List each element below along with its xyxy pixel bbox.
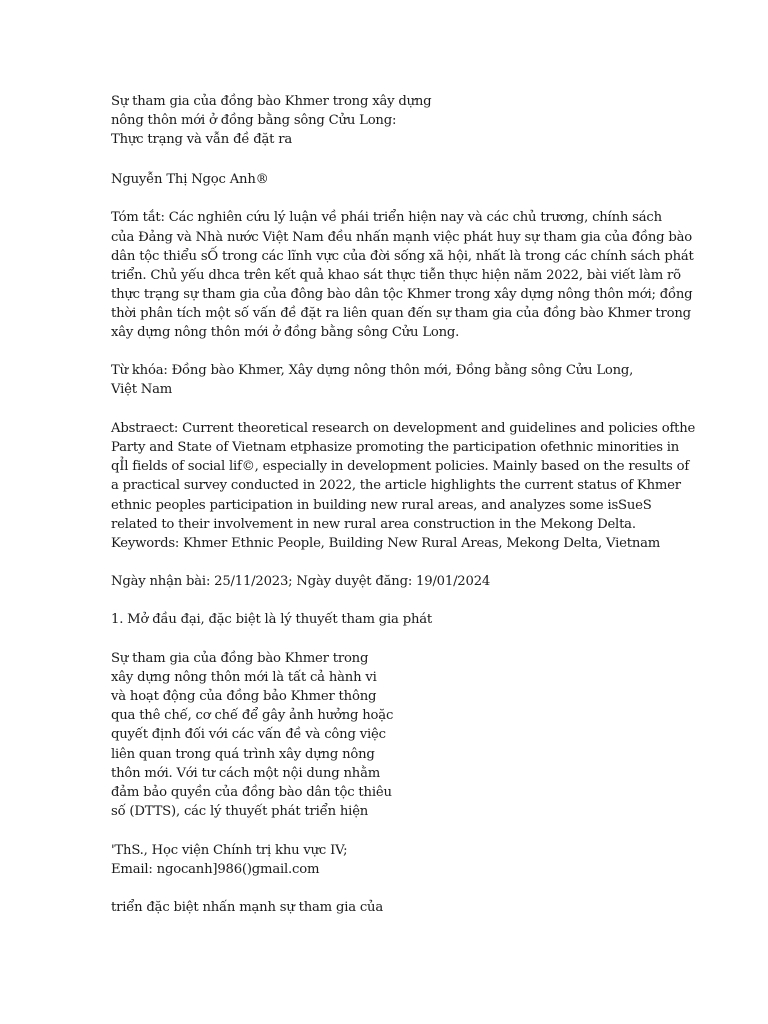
section-heading: 1. Mở đầu đại, đặc biệt là lý thuyết tham gia phát (111, 612, 432, 627)
abstract-vi-line-5: thực trạng sự tham gia của đông bào dân tộc Khmer trong xây dựng nông thôn mới; đồng (111, 287, 693, 302)
body-line-2: xây dựng nông thôn mới là tất cả hành vi (111, 670, 377, 685)
abstract-en-line-3: qỈl fields of social lif©, especially in development policies. Mainly based on the results of (111, 459, 690, 474)
abstract-en-line-5: ethnic peoples participation in building new rural areas, and analyzes some isSueS (111, 498, 652, 513)
body-line-9: số (DTTS), các lý thuyết phát triển hiện (111, 804, 369, 819)
footnote-affiliation: 'ThS., Học viện Chính trị khu vực IV; (111, 843, 348, 858)
received-accepted-dates: Ngày nhận bài: 25/11/2023; Ngày duyệt đăng: 19/01/2024 (111, 574, 491, 589)
keywords-vi-line-1: Từ khóa: Đồng bào Khmer, Xây dựng nông thôn mới, Đồng bằng sông Cửu Long, (111, 363, 634, 378)
abstract-en-line-2: Party and State of Vietnam etphasize promoting the participation ofethnic minorities in (111, 440, 680, 455)
abstract-en-line-1: Abstraect: Current theoretical research on development and guidelines and policies ofthe (111, 421, 696, 436)
footnote-email: Email: ngocanh]986()gmail.com (111, 862, 320, 877)
abstract-vi-line-4: triển. Chủ yếu dhca trên kết quả khao sát thực tiễn thực hiện năm 2022, bài viết làm rõ (111, 268, 681, 283)
body-line-8: đảm bảo quyền của đồng bào dân tộc thiêu (111, 785, 392, 800)
abstract-vi-line-6: thời phân tích một số vấn đề đặt ra liên quan đến sự tham gia của đồng bào Khmer trong (111, 306, 691, 321)
author-name: Nguyễn Thị Ngọc Anh® (111, 172, 269, 187)
abstract-vi-line-7: xây dựng nông thôn mới ở đồng bằng sông Cửu Long. (111, 325, 460, 340)
title-line-1: Sự tham gia của đồng bào Khmer trong xây dựng (111, 94, 432, 109)
abstract-vi-line-1: Tóm tắt: Các nghiên cứu lý luận về phái triển hiện nay và các chủ trương, chính sách (111, 210, 662, 225)
continuation-line: triển đặc biệt nhấn mạnh sự tham gia của (111, 900, 384, 915)
abstract-vi-line-2: của Đảng và Nhà nước Việt Nam đều nhấn mạnh việc phát huy sự tham gia của đồng bào (111, 230, 693, 245)
keywords-en-line: Keywords: Khmer Ethnic People, Building New Rural Areas, Mekong Delta, Vietnam (111, 536, 661, 551)
abstract-en-line-6: related to their involvement in new rural area construction in the Mekong Delta. (111, 517, 636, 532)
title-line-2: nông thôn mới ở đồng bằng sông Cửu Long: (111, 113, 397, 128)
abstract-en-line-4: a practical survey conducted in 2022, the article highlights the current status of Khmer (111, 478, 681, 493)
title-line-3: Thực trạng và vẫn đề đặt ra (111, 132, 292, 147)
keywords-vi-line-2: Việt Nam (111, 382, 173, 397)
body-line-5: quyết định đối với các vấn đề và công việc (111, 727, 386, 742)
body-line-1: Sự tham gia của đồng bào Khmer trong (111, 651, 369, 666)
body-line-3: và hoạt động của đồng bảo Khmer thông (111, 689, 377, 704)
abstract-vi-line-3: dân tộc thiểu sỐ trong các lĩnh vực của đời sống xã hội, nhất là trong các chính sách phát (111, 249, 694, 264)
body-line-7: thôn mới. Với tư cách một nội dung nhằm (111, 766, 381, 781)
body-line-6: liên quan trong quá trình xây dựng nông (111, 747, 375, 762)
body-line-4: qua thê chế, cơ chế để gây ảnh hưởng hoặc (111, 708, 394, 723)
